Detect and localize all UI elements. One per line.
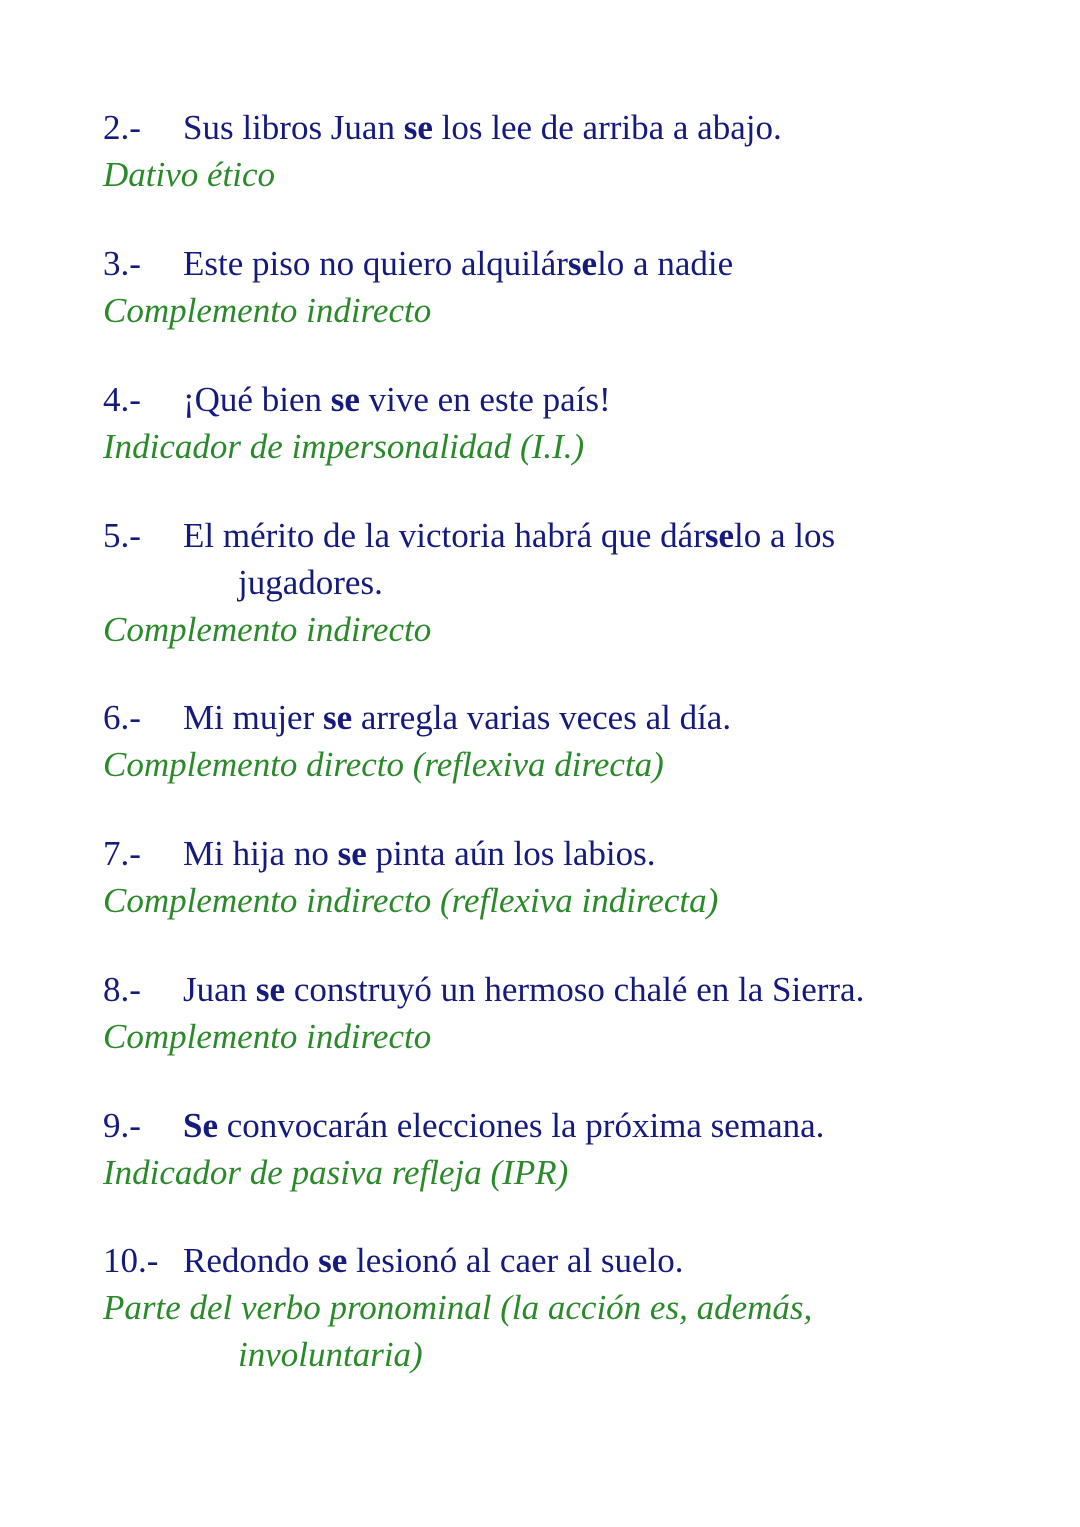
- answer-text: Complemento indirecto: [103, 291, 432, 330]
- exercise-sentence: [103, 240, 1003, 287]
- se-highlight: se: [255, 970, 286, 1009]
- exercise-sentence: [103, 376, 1003, 423]
- sentence-text: Mi mujer: [183, 698, 323, 737]
- exercise-sentence: [103, 1237, 1003, 1284]
- item-number: 6.-: [103, 698, 141, 737]
- item-number: 7.-: [103, 834, 141, 873]
- sentence-text: convocarán elecciones la próxima semana.: [218, 1106, 825, 1145]
- se-highlight: Se: [183, 1106, 218, 1145]
- se-highlight: se: [330, 380, 360, 419]
- sentence-text: Redondo: [183, 1241, 319, 1280]
- exercise-sentence: [103, 512, 1003, 559]
- exercise-sentence: [103, 1102, 1003, 1149]
- answer-text: Parte del verbo pronominal (la acción es, además,: [103, 1288, 813, 1327]
- sentence-text: lo a nadie: [597, 244, 734, 283]
- item-number: 2.-: [103, 108, 141, 147]
- answer-text: Complemento indirecto (reflexiva indirecta): [103, 881, 719, 920]
- answer-text: Indicador de impersonalidad (I.I.): [103, 427, 585, 466]
- exercise-sentence: [103, 104, 1003, 151]
- item-number: 8.-: [103, 970, 141, 1009]
- sentence-text: lo a los: [734, 516, 836, 555]
- sentence-text: ¡Qué bien: [183, 380, 331, 419]
- sentence-text: El mérito de la victoria habrá que dár: [183, 516, 705, 555]
- se-highlight: se: [337, 834, 367, 873]
- sentence-continuation: jugadores.: [238, 563, 383, 602]
- sentence-text: Este piso no quiero alquilár: [183, 244, 568, 283]
- se-highlight: se: [318, 1241, 348, 1280]
- sentence-text: construyó un hermoso chalé en la Sierra.: [285, 970, 865, 1009]
- se-highlight: se: [322, 698, 353, 737]
- answer-text: Complemento directo (reflexiva directa): [103, 745, 664, 784]
- exercise-sentence: [103, 966, 1003, 1013]
- sentence-text: Mi hija no: [183, 834, 338, 873]
- item-number: 4.-: [103, 380, 141, 419]
- exercise-item: [103, 694, 1003, 788]
- sentence-text: Juan: [183, 970, 256, 1009]
- exercise-item: [103, 376, 1003, 470]
- sentence-text: Sus libros Juan: [183, 108, 404, 147]
- answer-text: Indicador de pasiva refleja (IPR): [103, 1153, 569, 1192]
- answer-text: Complemento indirecto: [103, 1017, 432, 1056]
- answer-text: Complemento indirecto: [103, 610, 432, 649]
- item-number: 5.-: [103, 516, 141, 555]
- exercise-item: [103, 830, 1003, 924]
- se-highlight: se: [704, 516, 735, 555]
- sentence-text: lesionó al caer al suelo.: [347, 1241, 684, 1280]
- item-number: 9.-: [103, 1106, 141, 1145]
- exercise-item: [103, 512, 1003, 653]
- exercise-item: [103, 104, 1003, 198]
- answer-text: Dativo ético: [103, 155, 276, 194]
- sentence-text: arregla varias veces al día.: [352, 698, 732, 737]
- se-highlight: se: [403, 108, 433, 147]
- exercise-item: [103, 240, 1003, 334]
- sentence-text: pinta aún los labios.: [366, 834, 656, 873]
- item-number: 10.-: [103, 1241, 159, 1280]
- se-highlight: se: [567, 244, 598, 283]
- sentence-text: vive en este país!: [359, 380, 611, 419]
- sentence-text: los lee de arriba a abajo.: [432, 108, 782, 147]
- item-number: 3.-: [103, 244, 141, 283]
- exercise-item: [103, 1237, 1003, 1378]
- exercise-sentence: [103, 830, 1003, 877]
- answer-continuation: involuntaria): [238, 1335, 423, 1374]
- exercise-sentence: [103, 694, 1003, 741]
- exercise-item: [103, 1102, 1003, 1196]
- exercise-item: [103, 966, 1003, 1060]
